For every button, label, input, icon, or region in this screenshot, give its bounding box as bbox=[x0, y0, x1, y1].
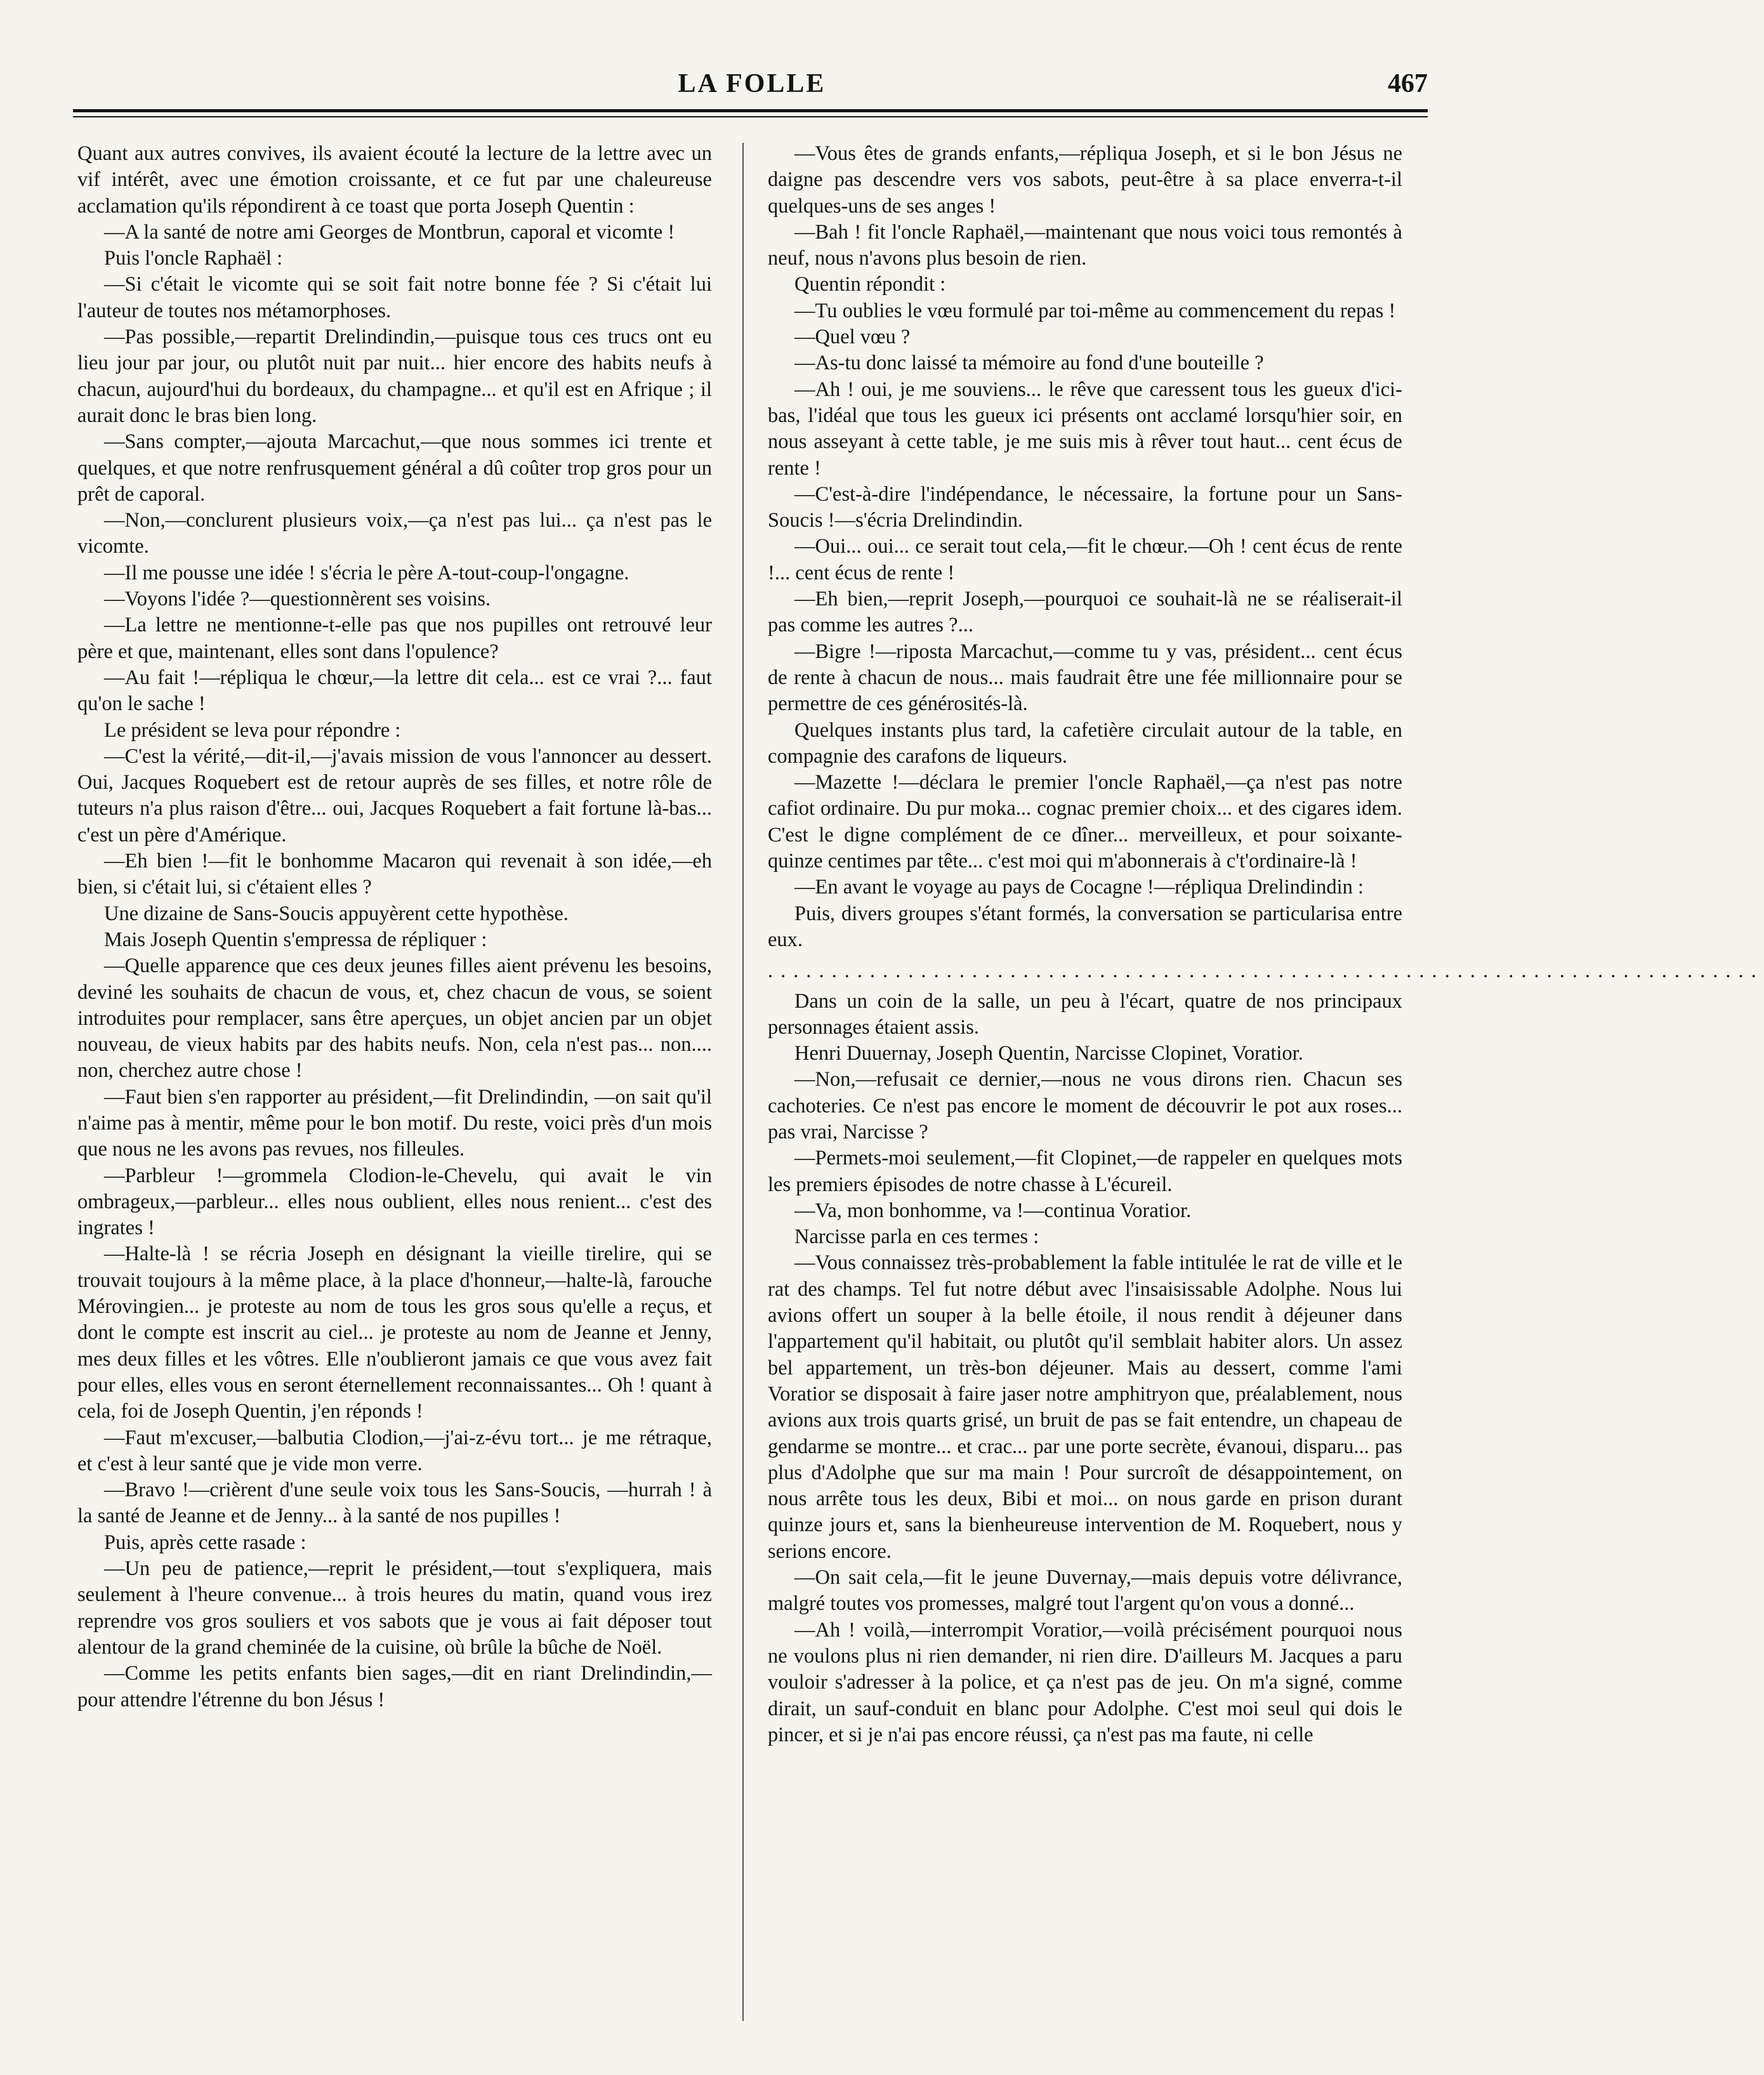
running-title: LA FOLLE bbox=[678, 69, 826, 98]
paragraph: —Vous connaissez très-probablement la fable intitulée le rat de ville et le rat des champs. Tel fut notre début avec l'insaisissable Adolphe. Nous lui avions offert un souper à la belle étoile, il nous rendit à déjeuner dans l'appartement qu'il habitait, ou plutôt qu'il semblait habiter alors. Un assez bel appartement, un très-bon déjeuner. Mais au dessert, comme l'ami Voratior se disposait à faire jaser notre amphitryon que, préalablement, nous avions aux trois quarts grisé, un bruit de pas se fait entendre, un chapeau de gendarme se montre... et crac... par une porte secrète, évanoui, disparu... pas plus d'Adolphe que sur ma main ! Pour surcroît de désappointement, on nous arrête tous les deux, Bibi et moi... on nous garde en prison durant quinze jours et, sans la bienheureuse intervention de M. Roquebert, nous y serions encore. bbox=[768, 1251, 1402, 1563]
left-column bbox=[77, 141, 712, 1713]
paragraph: —Il me pousse une idée ! s'écria le père A-tout-coup-l'ongagne. bbox=[104, 561, 629, 584]
paragraph: —Bigre !—riposta Marcachut,—comme tu y vas, président... cent écus de rente à chacun de nous... mais faudrait être une fée millionnaire pour se permettre de ces générosités-là. bbox=[768, 640, 1402, 716]
paragraph: —Quel vœu ? bbox=[794, 326, 911, 349]
header-rule-thin bbox=[73, 116, 1428, 117]
paragraph: —Voyons l'idée ?—questionnèrent ses voisins. bbox=[104, 588, 491, 611]
paragraph: —En avant le voyage au pays de Cocagne !—répliqua Drelindindin : bbox=[794, 876, 1364, 899]
paragraph: —Eh bien !—fit le bonhomme Macaron qui revenait à son idée,—eh bien, si c'était lui, si c'étaient elles ? bbox=[77, 850, 712, 899]
paragraph: —Comme les petits enfants bien sages,—dit en riant Drelindindin,—pour attendre l'étrenne du bon Jésus ! bbox=[77, 1662, 712, 1711]
paragraph: —C'est-à-dire l'indépendance, le nécessaire, la fortune pour un Sans-Soucis !—s'écria Drelindindin. bbox=[768, 482, 1402, 532]
paragraph: Mais Joseph Quentin s'empressa de répliquer : bbox=[104, 928, 487, 951]
paragraph: Quentin répondit : bbox=[794, 273, 946, 296]
paragraph: —Oui... oui... ce serait tout cela,—fit le chœur.—Oh ! cent écus de rente !... cent écus de rente ! bbox=[768, 535, 1402, 584]
paragraph: —As-tu donc laissé ta mémoire au fond d'une bouteille ? bbox=[794, 352, 1264, 375]
paragraph: —Faut m'excuser,—balbutia Clodion,—j'ai-z-évu tort... je me rétraque, et c'est à leur santé que je vide mon verre. bbox=[77, 1426, 712, 1475]
paragraph: Puis, divers groupes s'étant formés, la conversation se particularisa entre eux. bbox=[768, 902, 1402, 951]
right-column bbox=[768, 141, 1764, 1748]
paragraph: —Vous êtes de grands enfants,—répliqua Joseph, et si le bon Jésus ne daigne pas descendre vers vos sabots, peut-être à sa place enverra-t-il quelques-uns de ses anges ! bbox=[768, 142, 1402, 218]
paragraph: —Parbleur !—grommela Clodion-le-Chevelu, qui avait le vin ombrageux,—parbleur... elles nous oublient, elles nous renient... c'est des ingrates ! bbox=[77, 1164, 712, 1240]
paragraph: —Bravo !—crièrent d'une seule voix tous les Sans-Soucis, —hurrah ! à la santé de Jeanne et de Jenny... à la santé de nos pupilles ! bbox=[77, 1479, 712, 1528]
paragraph: Le président se leva pour répondre : bbox=[104, 718, 401, 742]
paragraph: —Bah ! fit l'oncle Raphaël,—maintenant que nous voici tous remontés à neuf, nous n'avons plus besoin de rien. bbox=[768, 220, 1402, 270]
paragraph: —Halte-là ! se récria Joseph en désignant la vieille tirelire, qui se trouvait toujours à la même place, à la place d'honneur,—halte-là, farouche Mérovingien... je proteste au nom de tous les gros sous qu'elle a reçus, et dont le compte est inscrit au ciel... je proteste au nom de Jeanne et Jenny, mes deux filles et les vôtres. Elle n'oublieront jamais ce que vous avez fait pour elles, elles vous en seront éternellement reconnaissantes... Oh ! quant à cela, foi de Joseph Quentin, j'en réponds ! bbox=[77, 1242, 712, 1423]
paragraph: —Permets-moi seulement,—fit Clopinet,—de rappeler en quelques mots les premiers épisodes de notre chasse à L'écureil. bbox=[768, 1147, 1402, 1196]
paragraph: —La lettre ne mentionne-t-elle pas que nos pupilles ont retrouvé leur père et que, maintenant, elles sont dans l'opulence? bbox=[77, 614, 712, 663]
paragraph: —Va, mon bonhomme, va !—continua Voratior. bbox=[794, 1199, 1192, 1222]
paragraph: —Un peu de patience,—reprit le président,—tout s'expliquera, mais seulement à l'heure convenue... à trois heures du matin, quand vous irez reprendre vos gros souliers et vos sabots que je vous ai fait déposer tout alentour de la grand cheminée de la cuisine, où brûle la bûche de Noël. bbox=[77, 1557, 712, 1659]
paragraph: Quelques instants plus tard, la cafetière circulait autour de la table, en compagnie des carafons de liqueurs. bbox=[768, 718, 1402, 768]
paragraph: Puis l'oncle Raphaël : bbox=[104, 247, 283, 270]
header-rule-thick bbox=[73, 109, 1428, 112]
paragraph: —Au fait !—répliqua le chœur,—la lettre dit cela... est ce vrai ?... faut qu'on le sache ! bbox=[77, 666, 712, 716]
paragraph: —Faut bien s'en rapporter au président,—fit Drelindindin, —on sait qu'il n'aime pas à mentir, même pour le bon motif. Du reste, voici près d'un mois que nous ne les avons pas revues, nos filleules. bbox=[77, 1085, 712, 1161]
paragraph: —Pas possible,—repartit Drelindindin,—puisque tous ces trucs ont eu lieu jour par jour, ou plutôt nuit par nuit... hier encore des habits neufs à chacun, aujourd'hui du bordeaux, du champagne... et qu'il est en Afrique ; il aurait donc le bras bien long. bbox=[77, 326, 712, 427]
paragraph: Narcisse parla en ces termes : bbox=[794, 1225, 1039, 1249]
paragraph: —Non,—conclurent plusieurs voix,—ça n'est pas lui... ça n'est pas le vicomte. bbox=[77, 509, 712, 558]
section-separator: .............................................................................. bbox=[768, 959, 1764, 983]
paragraph: —Ah ! voilà,—interrompit Voratior,—voilà précisément pourquoi nous ne voulons plus ni rien demander, ni rien dire. D'ailleurs M. Jacques a paru vouloir s'adresser à la police, et ça n'est pas de jeu. On m'a signé, comme dirait, un sauf-conduit en blanc pour Adolphe. C'est moi seul qui dois le pincer, et si je n'ai pas encore réussi, ça n'est pas ma faute, ni celle bbox=[768, 1618, 1402, 1746]
paragraph: Puis, après cette rasade : bbox=[104, 1531, 306, 1554]
paragraph: —Sans compter,—ajouta Marcachut,—que nous sommes ici trente et quelques, et que notre renfrusquement général a dû coûter trop gros pour un prêt de caporal. bbox=[77, 430, 712, 506]
column-divider bbox=[742, 143, 744, 2021]
page-number: 467 bbox=[1388, 69, 1428, 98]
paragraph: Dans un coin de la salle, un peu à l'écart, quatre de nos principaux personnages étaient assis. bbox=[768, 989, 1402, 1039]
paragraph: —Tu oublies le vœu formulé par toi-même au commencement du repas ! bbox=[794, 299, 1396, 322]
paragraph: —Eh bien,—reprit Joseph,—pourquoi ce souhait-là ne se réaliserait-il pas comme les autres ?... bbox=[768, 588, 1402, 637]
paragraph: —Quelle apparence que ces deux jeunes filles aient prévenu les besoins, deviné les souhaits de chacun de vous, et, chez chacun de vous, se soient introduites pour remplacer, sans être aperçues, un objet ancien par un objet nouveau, de vieux habits par des habits neufs. Non, cela n'est pas... non.... non, cherchez autre chose ! bbox=[77, 954, 712, 1083]
running-header bbox=[76, 69, 1428, 113]
paragraph: —Ah ! oui, je me souviens... le rêve que caressent tous les gueux d'ici-bas, l'idéal que tous les gueux ici présents ont acclamé lorsqu'hier soir, en nous asseyant à cette table, je me suis mis à rêver tout haut... cent écus de rente ! bbox=[768, 378, 1402, 480]
paragraph: —C'est la vérité,—dit-il,—j'avais mission de vous l'annoncer au dessert. Oui, Jacques Roquebert est de retour auprès de ses filles, et notre rôle de tuteurs n'a plus raison d'être... oui, Jacques Roquebert a fait fortune là-bas... c'est un père d'Amérique. bbox=[77, 744, 712, 846]
paragraph: Une dizaine de Sans-Soucis appuyèrent cette hypothèse. bbox=[104, 902, 569, 925]
paragraph: —Si c'était le vicomte qui se soit fait notre bonne fée ? Si c'était lui l'auteur de toutes nos métamorphoses. bbox=[77, 273, 712, 322]
paragraph: Henri Duuernay, Joseph Quentin, Narcisse Clopinet, Voratior. bbox=[794, 1042, 1303, 1065]
paragraph: —A la santé de notre ami Georges de Montbrun, caporal et vicomte ! bbox=[104, 220, 675, 244]
paragraph: Quant aux autres convives, ils avaient écouté la lecture de la lettre avec un vif intérêt, avec une émotion croissante, et ce fut par une chaleureuse acclamation qu'ils répondirent à ce toast que porta Joseph Quentin : bbox=[77, 142, 712, 218]
paragraph: —On sait cela,—fit le jeune Duvernay,—mais depuis votre délivrance, malgré toutes vos promesses, malgré tout l'argent qu'on vous a donné... bbox=[768, 1566, 1402, 1616]
paragraph: —Non,—refusait ce dernier,—nous ne vous dirons rien. Chacun ses cachoteries. Ce n'est pas encore le moment de découvrir le pot aux roses... pas vrai, Narcisse ? bbox=[768, 1068, 1402, 1143]
paragraph: —Mazette !—déclara le premier l'oncle Raphaël,—ça n'est pas notre cafiot ordinaire. Du pur moka... cognac premier choix... et des cigares idem. C'est le digne complément de ce dîner... merveilleux, et pour soixante-quinze centimes par tête... c'est moi qui m'abonnerais à c't'ordinaire-là ! bbox=[768, 771, 1402, 873]
